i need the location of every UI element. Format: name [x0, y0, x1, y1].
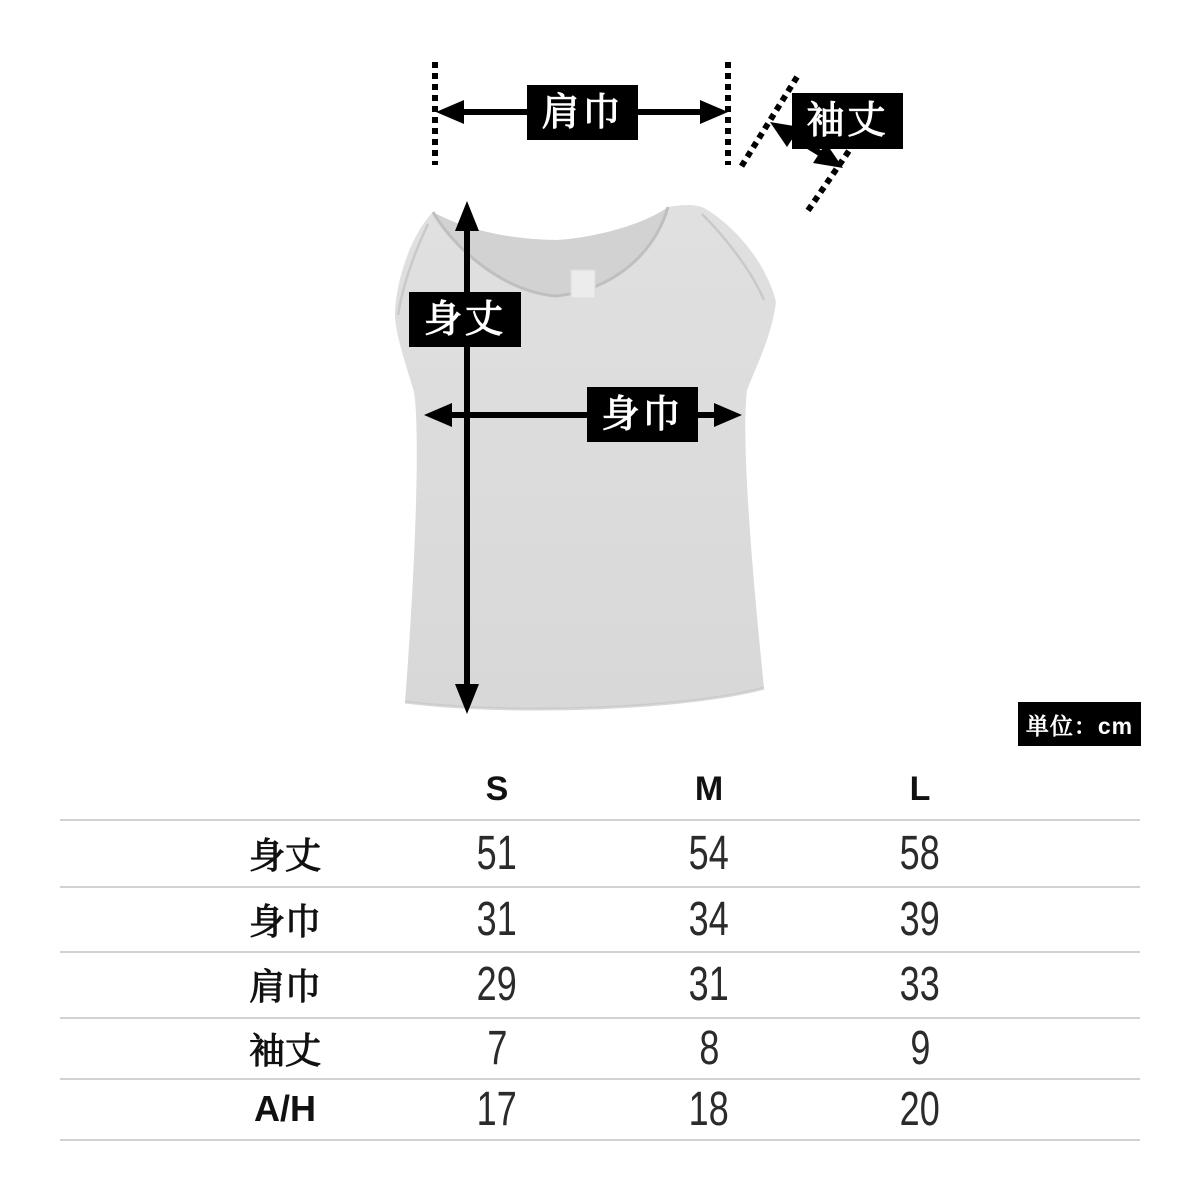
cell-l: 39 [899, 892, 941, 946]
cell-m: 31 [688, 958, 730, 1011]
header-cell-l: L [909, 769, 931, 808]
cell-l: 58 [899, 826, 941, 880]
unit-badge: 単位：cm [1018, 702, 1141, 746]
table-row [0, 953, 1200, 1016]
row-label: 肩巾 [248, 966, 321, 1007]
shoulder-width-label: 肩巾 [527, 85, 638, 140]
sleeve-length-label: 袖丈 [792, 93, 903, 149]
header-cell-m: M [694, 769, 724, 808]
sleeve-guide-upper [741, 77, 797, 167]
cell-m: 8 [698, 1021, 720, 1075]
table-header-row [0, 760, 1200, 818]
cell-s: 29 [476, 958, 518, 1011]
cell-s: 51 [476, 826, 518, 880]
neck-tag [571, 270, 595, 298]
cell-m: 34 [688, 892, 730, 946]
table-row [0, 1019, 1200, 1077]
body-length-label: 身丈 [409, 292, 521, 347]
row-label: 身巾 [248, 900, 321, 942]
table-row [0, 821, 1200, 885]
row-label: 袖丈 [248, 1029, 321, 1071]
table-divider [60, 1139, 1140, 1141]
cell-m: 18 [688, 1082, 730, 1136]
cell-l: 20 [899, 1082, 941, 1136]
row-label: 身丈 [248, 834, 321, 876]
cell-s: 7 [486, 1021, 508, 1075]
cell-s: 17 [476, 1082, 518, 1136]
cell-m: 54 [688, 826, 730, 880]
table-row [0, 1080, 1200, 1138]
cell-l: 33 [899, 958, 941, 1011]
cell-l: 9 [909, 1021, 931, 1075]
table-row [0, 888, 1200, 950]
cell-s: 31 [476, 892, 518, 946]
row-label: A/H [254, 1088, 316, 1129]
body-width-label: 身巾 [587, 387, 698, 442]
header-cell-s: S [485, 769, 509, 808]
